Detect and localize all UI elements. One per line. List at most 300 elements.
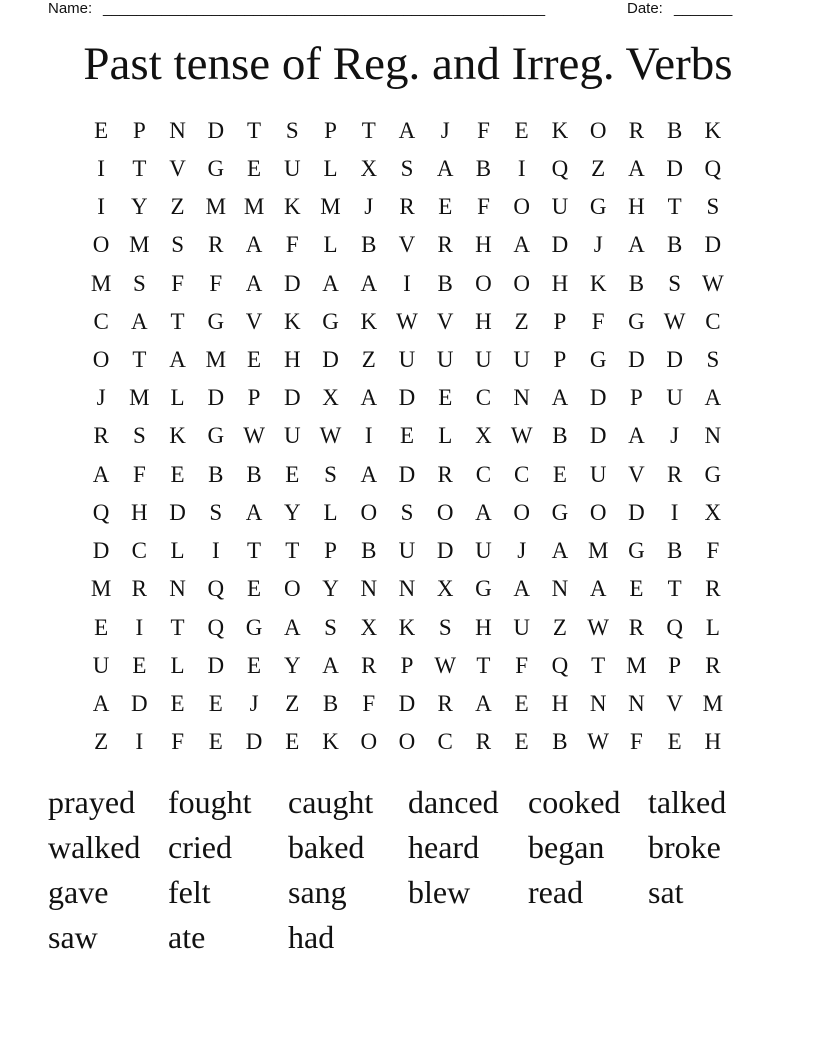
grid-letter: X [360,155,378,181]
grid-letter: D [283,385,301,411]
grid-letter: A [475,499,492,525]
grid-letter: I [517,155,526,181]
grid-letter: B [666,538,683,564]
word-bank-item: cried [168,829,232,865]
grid-letter: S [171,232,184,258]
grid-letter: C [93,308,109,334]
grid-letter: R [208,232,224,258]
grid-letter: S [132,270,146,296]
grid-letter: N [628,691,645,717]
grid-letter: N [513,385,530,411]
grid-letter: J [593,232,603,258]
grid-letter: Q [666,614,683,640]
grid-letter: T [247,538,262,564]
grid-letter: S [400,499,414,525]
grid-letter: J [364,194,374,220]
grid-letter: P [553,308,567,334]
grid-letter: M [205,347,227,373]
grid-letter: P [324,538,337,564]
grid-letter: F [591,308,605,334]
grid-letter: D [131,691,148,717]
grid-letter: E [629,576,644,602]
grid-letter: O [92,347,110,373]
grid-letter: K [360,308,378,334]
grid-letter: A [92,691,110,717]
grid-letter: M [129,232,150,258]
grid-letter: N [704,423,722,449]
grid-letter: D [436,538,454,564]
word-bank-item: saw [48,919,98,955]
word-bank-item: had [288,919,335,955]
grid-letter: M [587,538,609,564]
grid-letter: F [477,194,490,220]
grid-letter: F [515,652,529,678]
grid-letter: K [283,308,301,334]
word-bank-item: felt [168,874,211,910]
grid-letter: F [477,117,490,143]
grid-letter: C [705,308,721,334]
grid-letter: H [628,194,645,220]
grid-letter: D [589,385,607,411]
grid-letter: N [169,117,186,143]
grid-letter: T [361,117,376,143]
grid-letter: D [207,385,225,411]
grid-letter: E [208,691,223,717]
grid-letter: X [360,614,378,640]
grid-letter: D [666,347,683,373]
grid-letter: H [475,308,492,334]
grid-letter: T [170,614,185,640]
grid-letter: B [208,461,224,487]
grid-letter: F [285,232,299,258]
grid-letter: M [320,194,341,220]
grid-letter: G [245,614,263,640]
grid-letter: H [551,691,569,717]
grid-letter: W [702,270,724,296]
grid-letter: O [513,270,530,296]
grid-letter: E [247,347,262,373]
grid-letter: E [132,652,147,678]
grid-letter: D [207,652,225,678]
grid-letter: O [589,499,607,525]
grid-letter: L [323,499,338,525]
grid-letter: Q [551,652,569,678]
grid-letter: L [323,232,338,258]
grid-letter: Z [591,155,606,181]
grid-letter: T [476,652,491,678]
grid-letter: O [283,576,301,602]
grid-letter: E [285,461,300,487]
grid-letter: H [475,614,492,640]
grid-letter: I [364,423,373,449]
grid-letter: A [589,576,607,602]
grid-letter: D [704,232,722,258]
grid-letter: I [135,614,144,640]
grid-letter: C [131,538,148,564]
grid-letter: Z [285,691,300,717]
grid-letter: A [704,385,722,411]
grid-letter: D [398,461,416,487]
grid-letter: C [475,385,492,411]
grid-letter: G [704,461,722,487]
grid-letter: Z [552,614,567,640]
grid-letter: M [626,652,647,678]
grid-letter: R [705,576,721,602]
grid-letter: N [169,576,186,602]
grid-letter: U [92,652,110,678]
grid-letter: K [169,423,186,449]
grid-letter: R [361,652,377,678]
grid-letter: E [285,729,300,755]
grid-letter: I [403,270,411,296]
grid-letter: T [667,576,682,602]
grid-letter: K [704,117,722,143]
grid-letter: J [440,117,450,143]
grid-letter: A [322,652,339,678]
grid-letter: V [245,308,263,334]
grid-letter: D [551,232,569,258]
date-field-line: _______ [674,0,733,17]
grid-letter: E [438,194,453,220]
grid-letter: P [247,385,261,411]
grid-letter: U [283,423,301,449]
grid-letter: U [589,461,607,487]
grid-letter: O [360,499,378,525]
grid-letter: G [207,423,225,449]
grid-letter: O [475,270,492,296]
grid-letter: S [324,614,337,640]
grid-letter: A [513,232,530,258]
grid-letter: F [362,691,376,717]
header [48,0,742,18]
letter-grid [82,111,732,761]
grid-letter: T [285,538,300,564]
grid-letter: P [132,117,146,143]
grid-letter: B [246,461,262,487]
word-bank-item: prayed [48,784,136,820]
grid-letter: B [361,538,377,564]
grid-letter: G [628,538,645,564]
grid-letter: U [436,347,454,373]
grid-letter: R [437,691,453,717]
grid-letter: E [514,691,529,717]
grid-letter: Q [207,576,225,602]
grid-letter: A [131,308,148,334]
grid-letter: P [400,652,414,678]
grid-letter: D [589,423,607,449]
grid-letter: M [90,270,112,296]
grid-letter: E [247,652,262,678]
word-bank-item: baked [288,829,365,865]
word-bank-item: read [528,874,584,910]
grid-letter: B [666,117,683,143]
grid-letter: N [551,576,569,602]
grid-letter: D [628,347,645,373]
grid-letter: Z [94,729,109,755]
grid-letter: F [630,729,643,755]
grid-letter: U [398,538,416,564]
grid-letter: R [628,614,645,640]
grid-letter: U [283,155,301,181]
grid-letter: H [131,499,148,525]
grid-letter: P [668,652,682,678]
grid-letter: I [135,729,144,755]
grid-letter: A [360,385,378,411]
grid-letter: U [666,385,683,411]
grid-letter: E [170,461,185,487]
word-bank-item: cooked [528,784,621,820]
grid-letter: B [628,270,645,296]
grid-letter: O [398,729,416,755]
grid-letter: R [437,461,453,487]
grid-letter: Q [92,499,110,525]
grid-letter: U [475,347,492,373]
grid-letter: E [552,461,567,487]
word-bank [48,780,768,960]
grid-letter: A [245,270,263,296]
grid-letter: D [398,385,416,411]
name-field-line: _____________________________________________________ [103,0,546,17]
grid-letter: G [628,308,645,334]
grid-letter: A [92,461,110,487]
grid-letter: A [398,117,416,143]
grid-letter: V [666,691,683,717]
word-bank-item: gave [48,874,109,910]
word-bank-item: fought [168,784,252,820]
grid-letter: D [283,270,301,296]
grid-letter: S [209,499,223,525]
grid-letter: Y [283,499,301,525]
grid-letter: M [243,194,265,220]
grid-letter: Q [207,614,225,640]
grid-letter: B [322,691,339,717]
grid-letter: R [666,461,683,487]
grid-letter: W [510,423,533,449]
grid-letter: P [553,347,567,373]
grid-letter: K [398,614,416,640]
grid-letter: O [589,117,607,143]
word-bank-item: heard [408,829,480,865]
grid-letter: B [361,232,377,258]
grid-letter: E [247,576,262,602]
grid-letter: M [205,194,227,220]
grid-letter: I [97,194,105,220]
grid-letter: E [94,614,109,640]
grid-letter: D [92,538,110,564]
grid-letter: G [551,499,569,525]
grid-letter: D [245,729,263,755]
grid-letter: D [398,691,416,717]
grid-letter: I [670,499,679,525]
grid-letter: T [132,347,147,373]
grid-letter: V [436,308,454,334]
word-bank-item: caught [288,784,374,820]
grid-letter: R [93,423,109,449]
word-bank-item: talked [648,784,727,820]
page-title: Past tense of Reg. and Irreg. Verbs [83,38,733,90]
grid-letter: A [628,423,645,449]
word-bank-item: blew [408,874,471,910]
grid-letter: Y [283,652,301,678]
grid-letter: C [475,461,492,487]
word-bank-item: walked [48,829,141,865]
grid-letter: B [475,155,492,181]
grid-letter: D [628,499,645,525]
grid-letter: L [170,385,185,411]
grid-letter: R [475,729,492,755]
grid-letter: F [171,729,184,755]
grid-letter: W [434,652,457,678]
grid-letter: B [552,423,568,449]
grid-letter: W [587,614,610,640]
grid-letter: D [207,117,225,143]
grid-letter: I [211,538,220,564]
grid-letter: E [170,691,185,717]
grid-letter: J [517,538,527,564]
grid-letter: A [360,461,378,487]
grid-letter: A [360,270,378,296]
grid-letter: A [169,347,186,373]
grid-letter: A [245,232,263,258]
grid-letter: L [438,423,453,449]
grid-letter: R [131,576,148,602]
grid-letter: A [283,614,301,640]
grid-letter: L [170,652,185,678]
grid-letter: Q [551,155,569,181]
grid-letter: H [475,232,492,258]
grid-letter: M [90,576,112,602]
grid-letter: N [360,576,378,602]
grid-letter: G [207,155,225,181]
grid-letter: A [475,691,492,717]
grid-letter: D [666,155,683,181]
grid-letter: F [209,270,223,296]
grid-letter: Z [514,308,529,334]
grid-letter: W [663,308,686,334]
grid-letter: V [628,461,645,487]
grid-letter: S [668,270,682,296]
grid-letter: C [437,729,453,755]
grid-letter: Z [361,347,376,373]
grid-letter: B [666,232,683,258]
grid-letter: J [249,691,259,717]
grid-letter: S [438,614,452,640]
grid-letter: D [169,499,186,525]
grid-letter: E [514,117,529,143]
grid-letter: C [514,461,530,487]
grid-letter: S [324,461,337,487]
grid-letter: U [475,538,492,564]
grid-letter: V [169,155,186,181]
grid-letter: I [97,155,105,181]
grid-letter: O [360,729,378,755]
grid-letter: E [514,729,529,755]
grid-letter: U [398,347,416,373]
grid-letter: A [245,499,263,525]
grid-letter: K [589,270,607,296]
grid-letter: V [398,232,416,258]
grid-letter: U [513,614,530,640]
grid-letter: E [399,423,415,449]
grid-letter: B [552,729,568,755]
grid-letter: K [551,117,569,143]
grid-letter: L [170,538,185,564]
grid-letter: G [589,347,607,373]
grid-letter: F [171,270,184,296]
grid-letter: F [132,461,146,487]
grid-letter: U [513,347,530,373]
grid-letter: S [285,117,299,143]
grid-letter: X [475,423,492,449]
grid-letter: L [705,614,720,640]
grid-letter: M [702,691,724,717]
grid-letter: S [132,423,146,449]
grid-letter: S [400,155,414,181]
grid-letter: R [437,232,453,258]
grid-letter: H [551,270,569,296]
grid-letter: E [247,155,262,181]
grid-letter: W [319,423,342,449]
word-bank-item: ate [168,919,206,955]
grid-letter: A [513,576,530,602]
grid-letter: R [399,194,415,220]
grid-letter: U [551,194,569,220]
grid-letter: Q [704,155,722,181]
grid-letter: W [243,423,265,449]
word-bank-item: sat [648,874,684,910]
grid-letter: A [628,155,645,181]
grid-letter: N [589,691,607,717]
grid-letter: K [283,194,301,220]
grid-letter: A [551,385,569,411]
grid-letter: X [322,385,339,411]
grid-letter: E [94,117,109,143]
grid-letter: H [704,729,722,755]
grid-letter: K [322,729,339,755]
grid-letter: R [628,117,645,143]
grid-letter: W [587,729,610,755]
grid-letter: G [589,194,607,220]
grid-letter: X [436,576,454,602]
grid-letter: W [396,308,418,334]
grid-letter: T [667,194,682,220]
grid-letter: F [706,538,720,564]
grid-letter: Y [131,194,148,220]
grid-letter: A [628,232,645,258]
grid-letter: O [513,194,530,220]
grid-letter: D [322,347,339,373]
grid-letter: O [92,232,110,258]
grid-letter: T [247,117,262,143]
grid-letter: N [398,576,416,602]
grid-letter: P [630,385,643,411]
grid-letter: T [132,155,147,181]
grid-letter: M [129,385,150,411]
grid-letter: R [705,652,721,678]
grid-letter: E [208,729,223,755]
word-bank-item: sang [288,874,347,910]
grid-letter: A [322,270,339,296]
grid-letter: E [667,729,682,755]
grid-letter: A [551,538,569,564]
grid-letter: A [436,155,454,181]
grid-letter: H [283,347,301,373]
grid-letter: S [706,347,720,373]
grid-letter: S [706,194,720,220]
grid-letter: T [170,308,185,334]
word-bank-item: danced [408,784,499,820]
grid-letter: G [475,576,492,602]
